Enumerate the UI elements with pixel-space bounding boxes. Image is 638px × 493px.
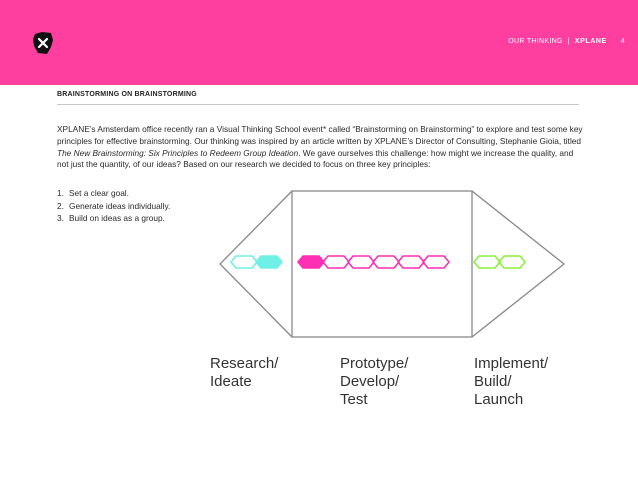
phase-label-implement: Implement/ Build/ Launch <box>474 355 549 408</box>
page-title: BRAINSTORMING ON BRAINSTORMING <box>57 91 197 98</box>
process-diagram <box>218 189 566 339</box>
phase-prototype-hexagon-3 <box>348 256 374 268</box>
list-item-number: 2. <box>57 200 64 211</box>
phase-implement-hexagon-1 <box>474 256 500 268</box>
list-item <box>57 212 170 225</box>
list-item-text: Generate ideas individually. <box>69 200 171 211</box>
section-label[interactable]: OUR THINKING <box>508 38 563 45</box>
list-item-number: 1. <box>57 188 64 198</box>
page-number: 4 <box>620 38 625 45</box>
phase-prototype-hexagon-2 <box>323 256 349 268</box>
phase-implement-hexagon-2 <box>499 256 525 268</box>
phase-prototype-hexagon-1 <box>298 256 324 268</box>
title-divider <box>57 104 579 105</box>
list-item <box>57 200 170 213</box>
intro-paragraph <box>57 124 587 171</box>
list-item-text: Set a clear goal. <box>69 188 129 198</box>
brand-name[interactable]: XPLANE <box>574 38 607 45</box>
phase-label-research: Research/ Ideate <box>210 355 279 390</box>
list-item <box>57 187 170 200</box>
phase-research-hexagon-1 <box>231 256 257 268</box>
phase-prototype-hexagon-5 <box>398 256 424 268</box>
article-title: The New Brainstorming: Six Principles to Redeem Group Ideation <box>57 147 299 158</box>
intro-text-part-1: XPLANE’s Amsterdam office recently ran a Visual Thinking School event* called “Brainstorming on Brainstorming” to explore and test some key principles for effective brainstorming. Our thinking was inspired by an article written by XPLANE’s Director of Consulting, Stephanie Gioia, titled <box>57 124 583 146</box>
intro-text-part-2: . We gave ourselves this challenge: how might we increase the quality, and not just the quantity, of our ideas? Based on our research we decided to focus on three key principles: <box>57 147 574 170</box>
right-funnel-outline <box>472 191 564 337</box>
phase-research-hexagon-2 <box>256 256 282 268</box>
header-bar <box>0 0 638 85</box>
phase-prototype-hexagon-6 <box>423 256 449 268</box>
list-item-text: Build on ideas as a group. <box>69 213 165 223</box>
xplane-skull-logo-icon[interactable] <box>33 32 53 54</box>
list-item-number: 3. <box>57 213 64 223</box>
header-nav <box>508 38 625 45</box>
phase-label-prototype: Prototype/ Develop/ Test <box>340 355 409 408</box>
header-separator: | <box>567 38 570 45</box>
phase-prototype-hexagon-4 <box>373 256 399 268</box>
principles-list <box>57 187 170 225</box>
